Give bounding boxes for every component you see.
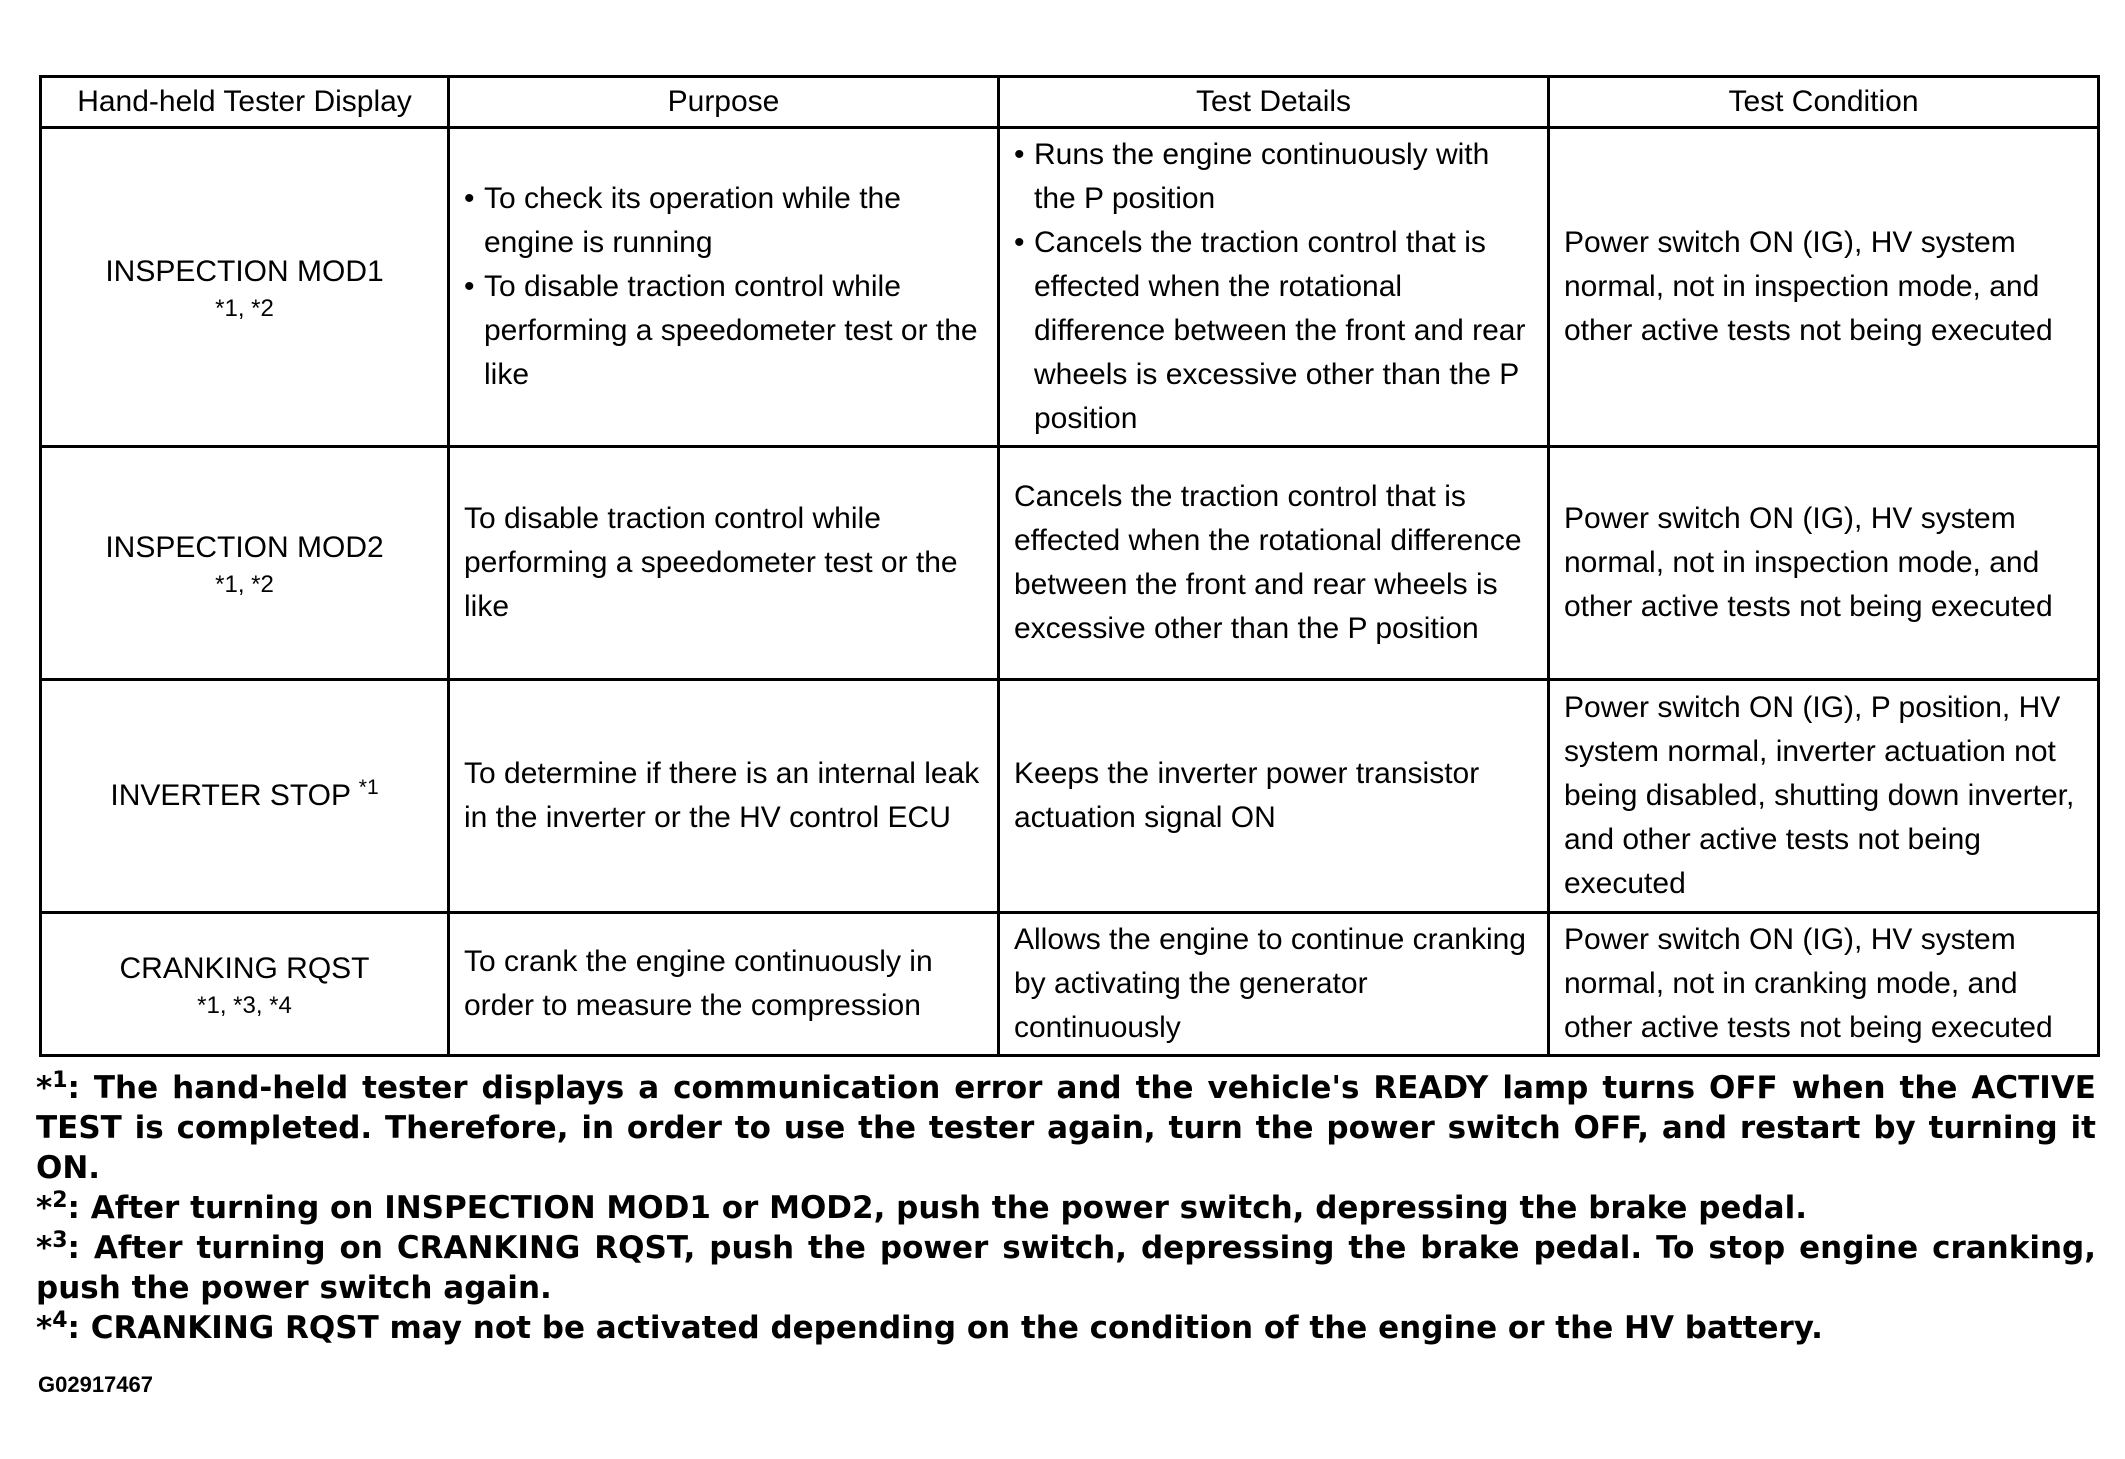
condition-cell: Power switch ON (IG), HV system normal, not in inspection mode, and other active tests not being executed [1549, 447, 2099, 680]
figure-id: G02917467 [38, 1372, 153, 1397]
footnote [36, 1188, 2096, 1228]
details-cell: Allows the engine to continue cranking by activating the generator continuously [999, 913, 1549, 1056]
display-notes: *1 [358, 776, 379, 799]
table-row [41, 913, 2099, 1056]
footnote-marker: *$^1$ [36, 1068, 68, 1106]
active-test-table [39, 75, 2100, 1057]
header-purpose: Purpose [449, 77, 999, 128]
purpose-cell: To determine if there is an internal leak in the inverter or the HV control ECU [449, 680, 999, 913]
condition-cell: Power switch ON (IG), P position, HV system normal, inverter actuation not being disabled, shutting down inverter, and other active tests not being executed [1549, 680, 2099, 913]
footnote-text: : After turning on INSPECTION MOD1 or MOD2, push the power switch, depressing the brake pedal. [67, 1190, 1807, 1226]
footnote-text: : CRANKING RQST may not be activated depending on the condition of the engine or the HV battery. [67, 1310, 1823, 1346]
purpose-cell: To disable traction control while performing a speedometer test or the like [449, 447, 999, 680]
table-header-row [41, 77, 2099, 128]
purpose-cell [449, 128, 999, 447]
display-notes: *1, *3, *4 [197, 992, 292, 1019]
display-cell [41, 913, 449, 1056]
footnote [36, 1068, 2096, 1188]
table-row [41, 680, 2099, 913]
footnote-text: : After turning on CRANKING RQST, push the power switch, depressing the brake pedal. To stop engine cranking, push the power switch again. [36, 1230, 2096, 1306]
purpose-list [464, 177, 983, 397]
footnote-marker: *$^3$ [36, 1228, 68, 1266]
header-test-details: Test Details [999, 77, 1549, 128]
footnotes [36, 1068, 2096, 1348]
footnote-marker: *$^2$ [36, 1188, 68, 1226]
footnote-marker: *$^4$ [36, 1308, 68, 1346]
footnote [36, 1308, 2096, 1348]
purpose-item: • To disable traction control while performing a speedometer test or the like [464, 265, 983, 397]
display-name: INSPECTION MOD1 [105, 255, 384, 288]
details-item: • Cancels the traction control that is effected when the rotational difference between the front and rear wheels is excessive other than the P position [1014, 221, 1533, 441]
details-item: • Runs the engine continuously with the P position [1014, 133, 1533, 221]
display-notes: *1, *2 [215, 295, 274, 322]
purpose-cell: To crank the engine continuously in order to measure the compression [449, 913, 999, 1056]
condition-cell: Power switch ON (IG), HV system normal, not in cranking mode, and other active tests not being executed [1549, 913, 2099, 1056]
footnote [36, 1228, 2096, 1308]
table-row [41, 128, 2099, 447]
details-cell [999, 128, 1549, 447]
details-cell: Cancels the traction control that is effected when the rotational difference between the front and rear wheels is excessive other than the P position [999, 447, 1549, 680]
footnote-text: : The hand-held tester displays a communication error and the vehicle's READY lamp turns OFF when the ACTIVE TEST is completed. Therefore, in order to use the tester again, turn the power switch OFF, and restart by turning it ON. [36, 1070, 2096, 1186]
header-test-condition: Test Condition [1549, 77, 2099, 128]
condition-cell: Power switch ON (IG), HV system normal, not in inspection mode, and other active tests not being executed [1549, 128, 2099, 447]
display-cell [41, 128, 449, 447]
display-cell [41, 447, 449, 680]
purpose-item: • To check its operation while the engine is running [464, 177, 983, 265]
display-name: INSPECTION MOD2 [105, 531, 384, 564]
display-name: CRANKING RQST [119, 952, 370, 985]
display-name: INVERTER STOP [110, 779, 351, 812]
display-notes: *1, *2 [215, 571, 274, 598]
details-cell: Keeps the inverter power transistor actuation signal ON [999, 680, 1549, 913]
details-list [1014, 133, 1533, 441]
table-row [41, 447, 2099, 680]
display-cell [41, 680, 449, 913]
header-hand-held-tester-display: Hand-held Tester Display [41, 77, 449, 128]
